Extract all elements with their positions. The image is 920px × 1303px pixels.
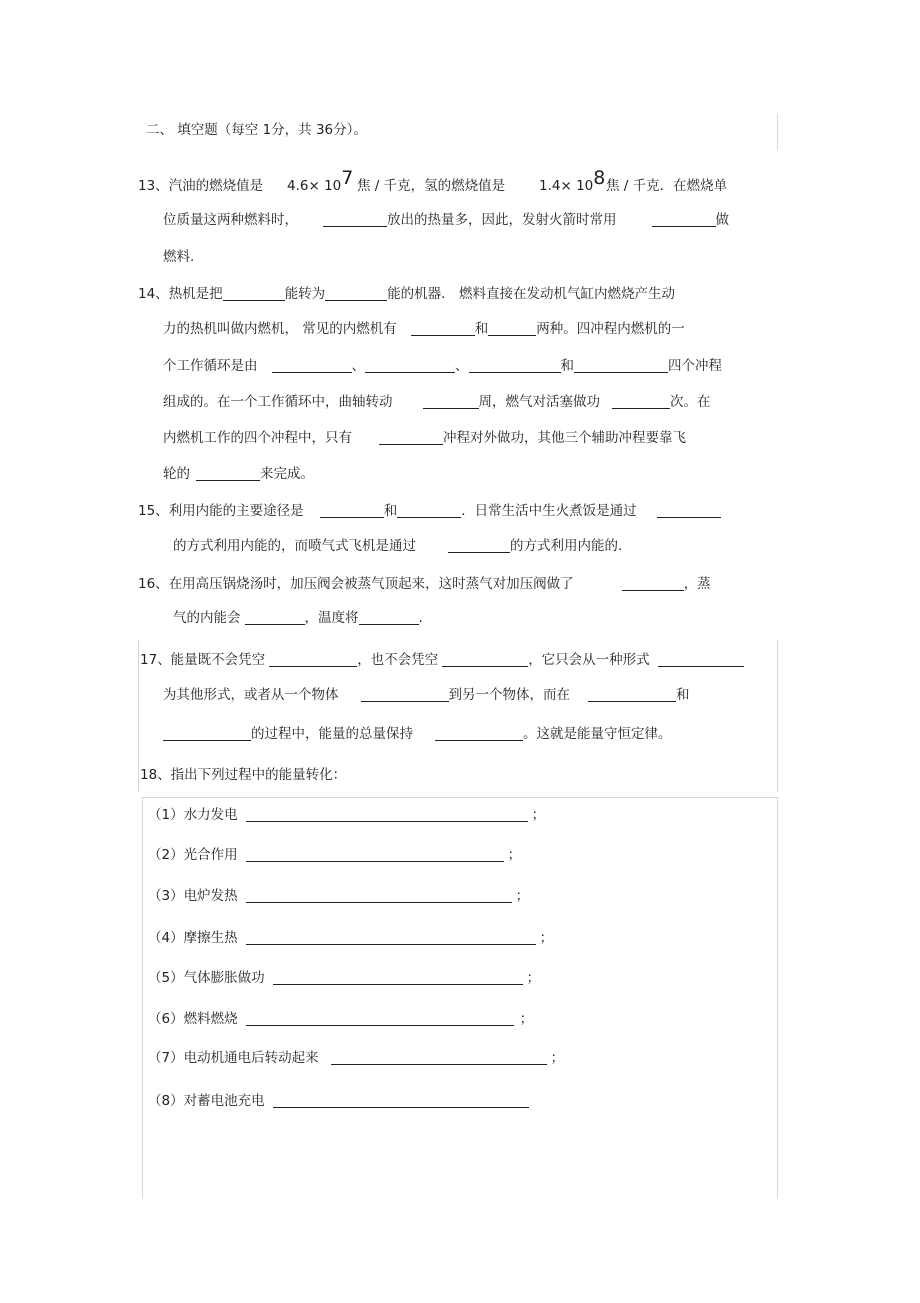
q18-item-end: ； bbox=[550, 1050, 565, 1066]
q18-title bbox=[140, 765, 346, 785]
q17-text: 到另一个物体，而在 bbox=[448, 687, 570, 703]
q15-text: 利用内能的主要途径是 bbox=[168, 503, 304, 519]
answer-blank[interactable] bbox=[448, 538, 510, 553]
q18-item-label: （8）对蓄电池充电 bbox=[148, 1093, 265, 1109]
q18-item bbox=[148, 928, 553, 948]
q17-text: 为其他形式，或者从一个物体 bbox=[163, 687, 339, 703]
q15-text: ．日常生活中生火煮饭是通过 bbox=[461, 503, 637, 519]
q17-text: 、能量既不会凭空 bbox=[157, 652, 266, 668]
q18-item-end: ； bbox=[507, 847, 522, 863]
answer-blank[interactable] bbox=[273, 970, 523, 985]
q14-text: 、 bbox=[455, 358, 469, 374]
answer-blank[interactable] bbox=[246, 807, 528, 822]
q13-text: 放出的热量多，因此，发射火箭时常用 bbox=[387, 212, 617, 228]
q14-text: 冲程对外做功，其他三个辅助冲程要靠飞 bbox=[443, 430, 686, 446]
q14-text: 能的机器． 燃料直接在发动机气缸内燃烧产生动 bbox=[387, 286, 675, 302]
q14-line-4 bbox=[163, 392, 711, 412]
answer-blank[interactable] bbox=[361, 687, 449, 702]
q13-text: 位质量这两种燃料时， bbox=[163, 212, 298, 228]
answer-blank[interactable] bbox=[574, 358, 668, 373]
answer-blank[interactable] bbox=[269, 652, 357, 667]
q15-number: 15、 bbox=[138, 503, 169, 519]
answer-blank[interactable] bbox=[272, 358, 352, 373]
answer-blank[interactable] bbox=[246, 930, 536, 945]
q15-line-1 bbox=[138, 501, 721, 521]
q17-number: 17 bbox=[140, 652, 158, 668]
q14-text: 和 bbox=[560, 358, 574, 374]
q16-text: 气的内能会 bbox=[173, 610, 241, 626]
answer-blank[interactable] bbox=[320, 503, 384, 518]
answer-blank[interactable] bbox=[331, 1050, 547, 1065]
answer-blank[interactable] bbox=[246, 847, 504, 862]
answer-blank[interactable] bbox=[411, 321, 475, 336]
q13-text-2: 焦 / 千克，氢的燃烧值是 bbox=[357, 178, 506, 194]
answer-blank[interactable] bbox=[245, 610, 305, 625]
q16-number: 16、 bbox=[138, 576, 169, 592]
answer-blank[interactable] bbox=[325, 286, 387, 301]
answer-blank[interactable] bbox=[423, 394, 479, 409]
q18-number: 18 bbox=[140, 767, 158, 783]
answer-blank[interactable] bbox=[622, 576, 684, 591]
q18-item-end: ； bbox=[531, 807, 546, 823]
q18-item bbox=[148, 805, 545, 825]
q14-text: 两种。四冲程内燃机的一 bbox=[536, 321, 685, 337]
q16-text: ，蒸 bbox=[683, 576, 711, 592]
q14-text: 轮的 bbox=[163, 466, 190, 482]
q18-item bbox=[148, 968, 540, 988]
answer-blank[interactable] bbox=[442, 652, 528, 667]
answer-blank[interactable] bbox=[323, 212, 387, 227]
q17-line-1 bbox=[140, 650, 744, 670]
q15-line-2 bbox=[173, 536, 622, 556]
q14-text: 个工作循环是由 bbox=[163, 358, 258, 374]
q18-item bbox=[148, 1048, 564, 1068]
q14-text: 组成的。在一个工作循环中，曲轴转动 bbox=[163, 394, 393, 410]
q18-item bbox=[148, 1091, 529, 1111]
answer-blank[interactable] bbox=[273, 1093, 529, 1108]
q18-item bbox=[148, 1009, 533, 1029]
q14-text: 能转为 bbox=[284, 286, 326, 302]
q13-line-3: 燃料. bbox=[163, 249, 195, 265]
q14-line-1 bbox=[138, 284, 675, 304]
answer-blank[interactable] bbox=[379, 430, 443, 445]
answer-blank[interactable] bbox=[246, 1011, 514, 1026]
q13-text-3: 焦 / 千克．在燃烧单 bbox=[606, 178, 728, 194]
q17-line-3 bbox=[163, 724, 672, 744]
q17-text: 。这就是能量守恒定律。 bbox=[523, 726, 672, 742]
q16-text: . bbox=[418, 610, 423, 626]
answer-blank[interactable] bbox=[196, 466, 260, 481]
q14-line-6 bbox=[163, 464, 314, 484]
answer-blank[interactable] bbox=[163, 726, 251, 741]
q17-text: 的过程中，能量的总量保持 bbox=[251, 726, 413, 742]
q17-text: 和 bbox=[676, 687, 690, 703]
q13-mantissa-2: 1.4× 10 bbox=[539, 178, 594, 194]
answer-blank[interactable] bbox=[488, 321, 536, 336]
q16-line-1 bbox=[138, 574, 711, 594]
q18-item-label: （2）光合作用 bbox=[148, 847, 238, 863]
q14-text: 次。在 bbox=[670, 394, 711, 410]
q14-text: 周，燃气对活塞做功 bbox=[478, 394, 600, 410]
q15-text: 和 bbox=[383, 503, 398, 519]
q14-number: 14、 bbox=[138, 286, 169, 302]
q18-item-label: （6）燃料燃烧 bbox=[148, 1011, 238, 1027]
q14-text: 、 bbox=[351, 358, 365, 374]
q14-line-5 bbox=[163, 428, 686, 448]
q13-line-1 bbox=[138, 176, 263, 196]
answer-blank[interactable] bbox=[588, 687, 676, 702]
q16-text: ，温度将 bbox=[304, 610, 359, 626]
q18-item-end: ； bbox=[515, 888, 530, 904]
q14-text: 来完成。 bbox=[260, 466, 314, 482]
q18-item-label: （3）电炉发热 bbox=[148, 888, 238, 904]
q18-item-label: （5）气体膨胀做功 bbox=[148, 970, 265, 986]
q14-line-3 bbox=[163, 356, 722, 376]
q14-text: 四个冲程 bbox=[668, 358, 722, 374]
q18-item-end: ； bbox=[526, 970, 541, 986]
answer-blank[interactable] bbox=[657, 503, 721, 518]
q16-text: 在用高压锅烧汤时，加压阀会被蒸气顶起来，这时蒸气对加压阀做了 bbox=[168, 576, 574, 592]
q14-text: 力的热机叫做内燃机， 常见的内燃机有 bbox=[163, 321, 397, 337]
q13-exponent-1: 7 bbox=[341, 167, 354, 189]
q16-line-2 bbox=[173, 608, 423, 628]
answer-blank[interactable] bbox=[246, 888, 512, 903]
frame-line bbox=[777, 640, 778, 792]
answer-blank[interactable] bbox=[223, 286, 285, 301]
q13-number: 13、 bbox=[138, 178, 169, 194]
q13-mantissa-1: 4.6× 10 bbox=[287, 178, 342, 194]
answer-blank[interactable] bbox=[469, 358, 561, 373]
q17-line-2 bbox=[163, 685, 690, 705]
q13-exponent-2: 8 bbox=[593, 167, 606, 189]
q18-item-end: ； bbox=[539, 930, 554, 946]
q18-item-label: （7）电动机通电后转动起来 bbox=[148, 1050, 319, 1066]
frame-line bbox=[142, 797, 143, 1199]
q14-text: 热机是把 bbox=[168, 286, 223, 302]
q18-item bbox=[148, 845, 521, 865]
q13-line-2 bbox=[163, 210, 729, 230]
frame-line bbox=[777, 797, 778, 1199]
frame-line bbox=[777, 114, 778, 150]
q15-text: 的方式利用内能的，而喷气式飞机是通过 bbox=[173, 538, 416, 554]
answer-blank[interactable] bbox=[359, 610, 419, 625]
q14-text: 和 bbox=[474, 321, 489, 337]
frame-line bbox=[142, 797, 777, 798]
section-title: 二、 填空题（每空 1分，共 36分）。 bbox=[146, 122, 367, 138]
q17-text: ，也不会凭空 bbox=[357, 652, 439, 668]
answer-blank[interactable] bbox=[652, 212, 716, 227]
answer-blank[interactable] bbox=[397, 503, 461, 518]
frame-line bbox=[138, 640, 139, 792]
q18-item-end: ； bbox=[519, 1011, 534, 1027]
q14-text: 内燃机工作的四个冲程中，只有 bbox=[163, 430, 352, 446]
q15-text: 的方式利用内能的. bbox=[510, 538, 623, 554]
answer-blank[interactable] bbox=[435, 726, 523, 741]
q13-value-1 bbox=[287, 167, 354, 196]
q13-text: 汽油的燃烧值是 bbox=[168, 178, 264, 194]
answer-blank[interactable] bbox=[365, 358, 455, 373]
q18-item bbox=[148, 886, 529, 906]
answer-blank[interactable] bbox=[658, 652, 744, 667]
q13-text: 做 bbox=[715, 212, 729, 228]
q18-text: 、指出下列过程中的能量转化： bbox=[157, 767, 347, 783]
q17-text: ，它只会从一种形式 bbox=[528, 652, 650, 668]
q13-value-2 bbox=[539, 167, 606, 196]
q18-item-label: （4）摩擦生热 bbox=[148, 930, 238, 946]
q18-item-label: （1）水力发电 bbox=[148, 807, 238, 823]
q14-line-2 bbox=[163, 319, 685, 339]
answer-blank[interactable] bbox=[612, 394, 670, 409]
